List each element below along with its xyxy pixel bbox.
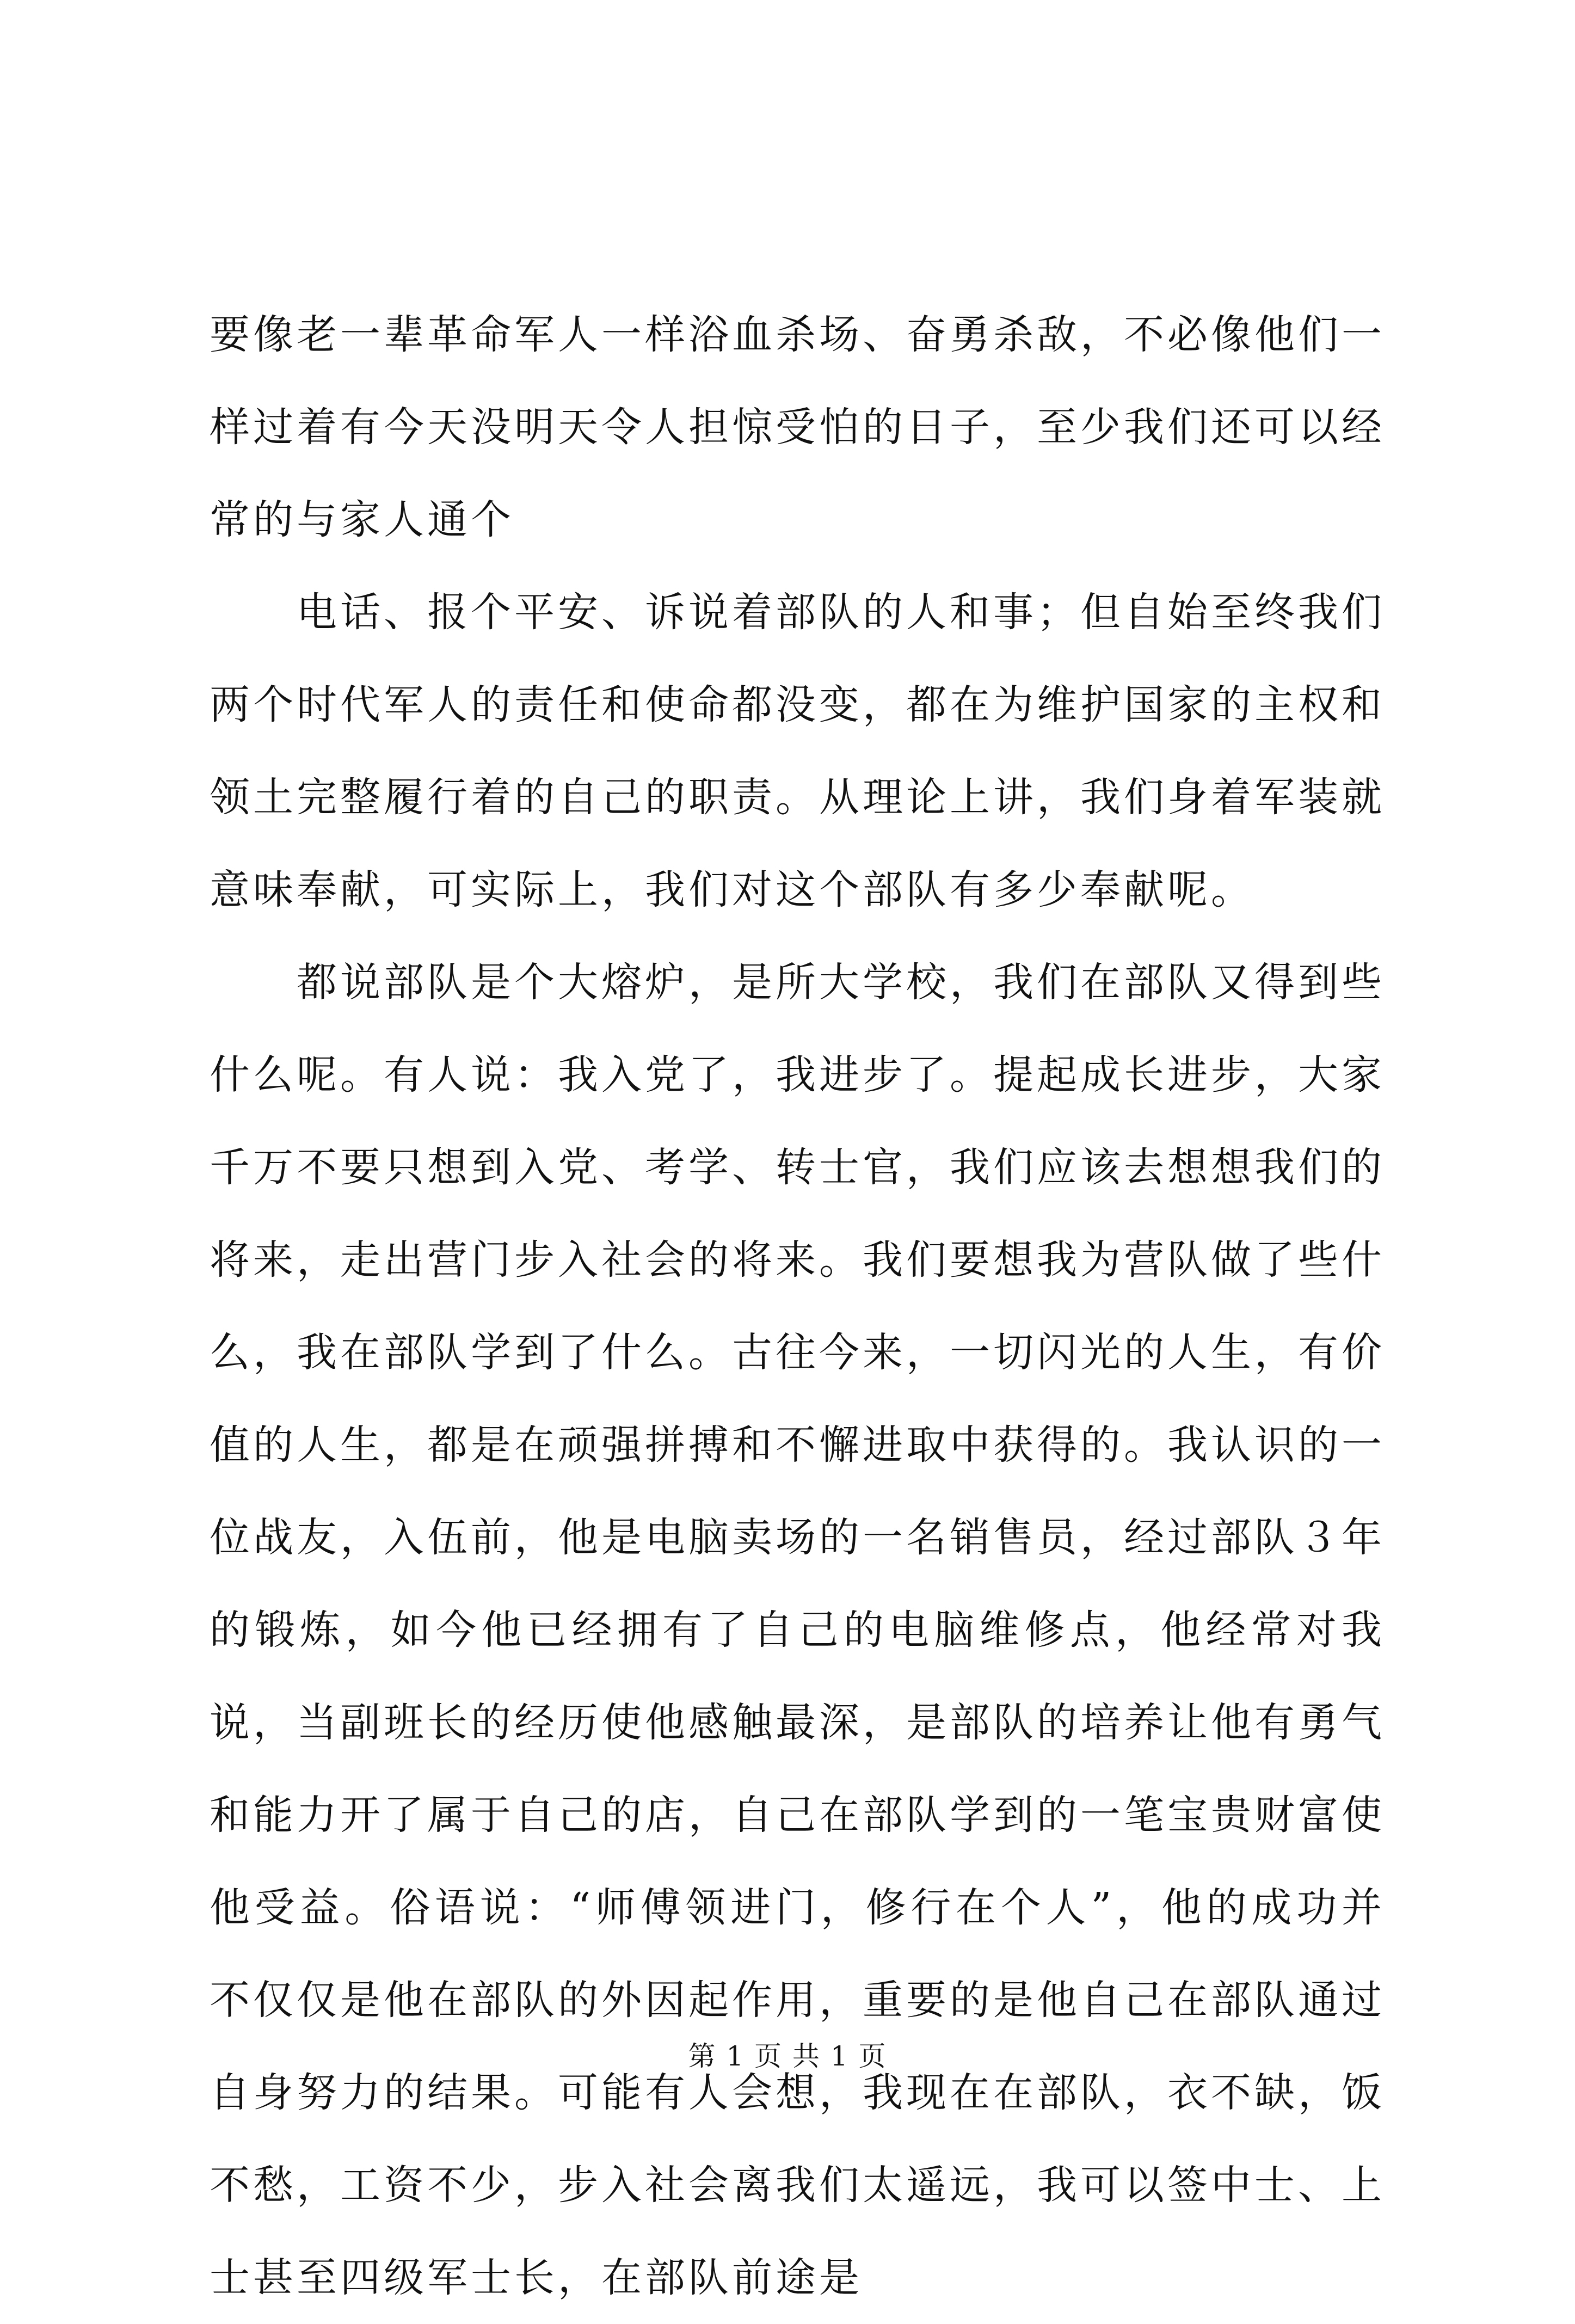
document-body [210, 288, 1385, 2324]
page-footer: 第 1 页 共 1 页 [688, 2040, 887, 2072]
paragraph-2: 电话、报个平安、诉说着部队的人和事；但自始至终我们两个时代军人的责任和使命都没变，都在为维护国家的主权和领土完整履行着的自己的职责。从理论上讲，我们身着军装就意味奉献，可实际上，我们对这个部队有多少奉献呢。 [210, 589, 1385, 913]
paragraph-3: 都说部队是个大熔炉，是所大学校，我们在部队又得到些什么呢。有人说：我入党了，我进步了。提起成长进步，大家千万不要只想到入党、考学、转士官，我们应该去想想我们的将来，走出营门步入社会的将来。我们要想我为营队做了些什么，我在部队学到了什么。古往今来，一切闪光的人生，有价值的人生，都是在顽强拼搏和不懈进取中获得的。我认识的一位战友，入伍前，他是电脑卖场的一名销售员，经过部队３年的锻炼，如今他已经拥有了自己的电脑维修点，他经常对我说，当副班长的经历使他感触最深，是部队的培养让他有勇气和能力开了属于自己的店，自己在部队学到的一笔宝贵财富使他受益。俗语说：“师傅领进门，修行在个人”，他的成功并不仅仅是他在部队的外因起作用，重要的是他自己在部队通过自身努力的结果。可能有人会想，我现在在部队，衣不缺，饭不愁，工资不少，步入社会离我们太遥远，我可以签中士、上士甚至四级军士长，在部队前途是 [210, 959, 1385, 2301]
paragraph-1: 要像老一辈革命军人一样浴血杀场、奋勇杀敌，不必像他们一样过着有今天没明天令人担惊受怕的日子，至少我们还可以经常的与家人通个 [210, 311, 1385, 543]
